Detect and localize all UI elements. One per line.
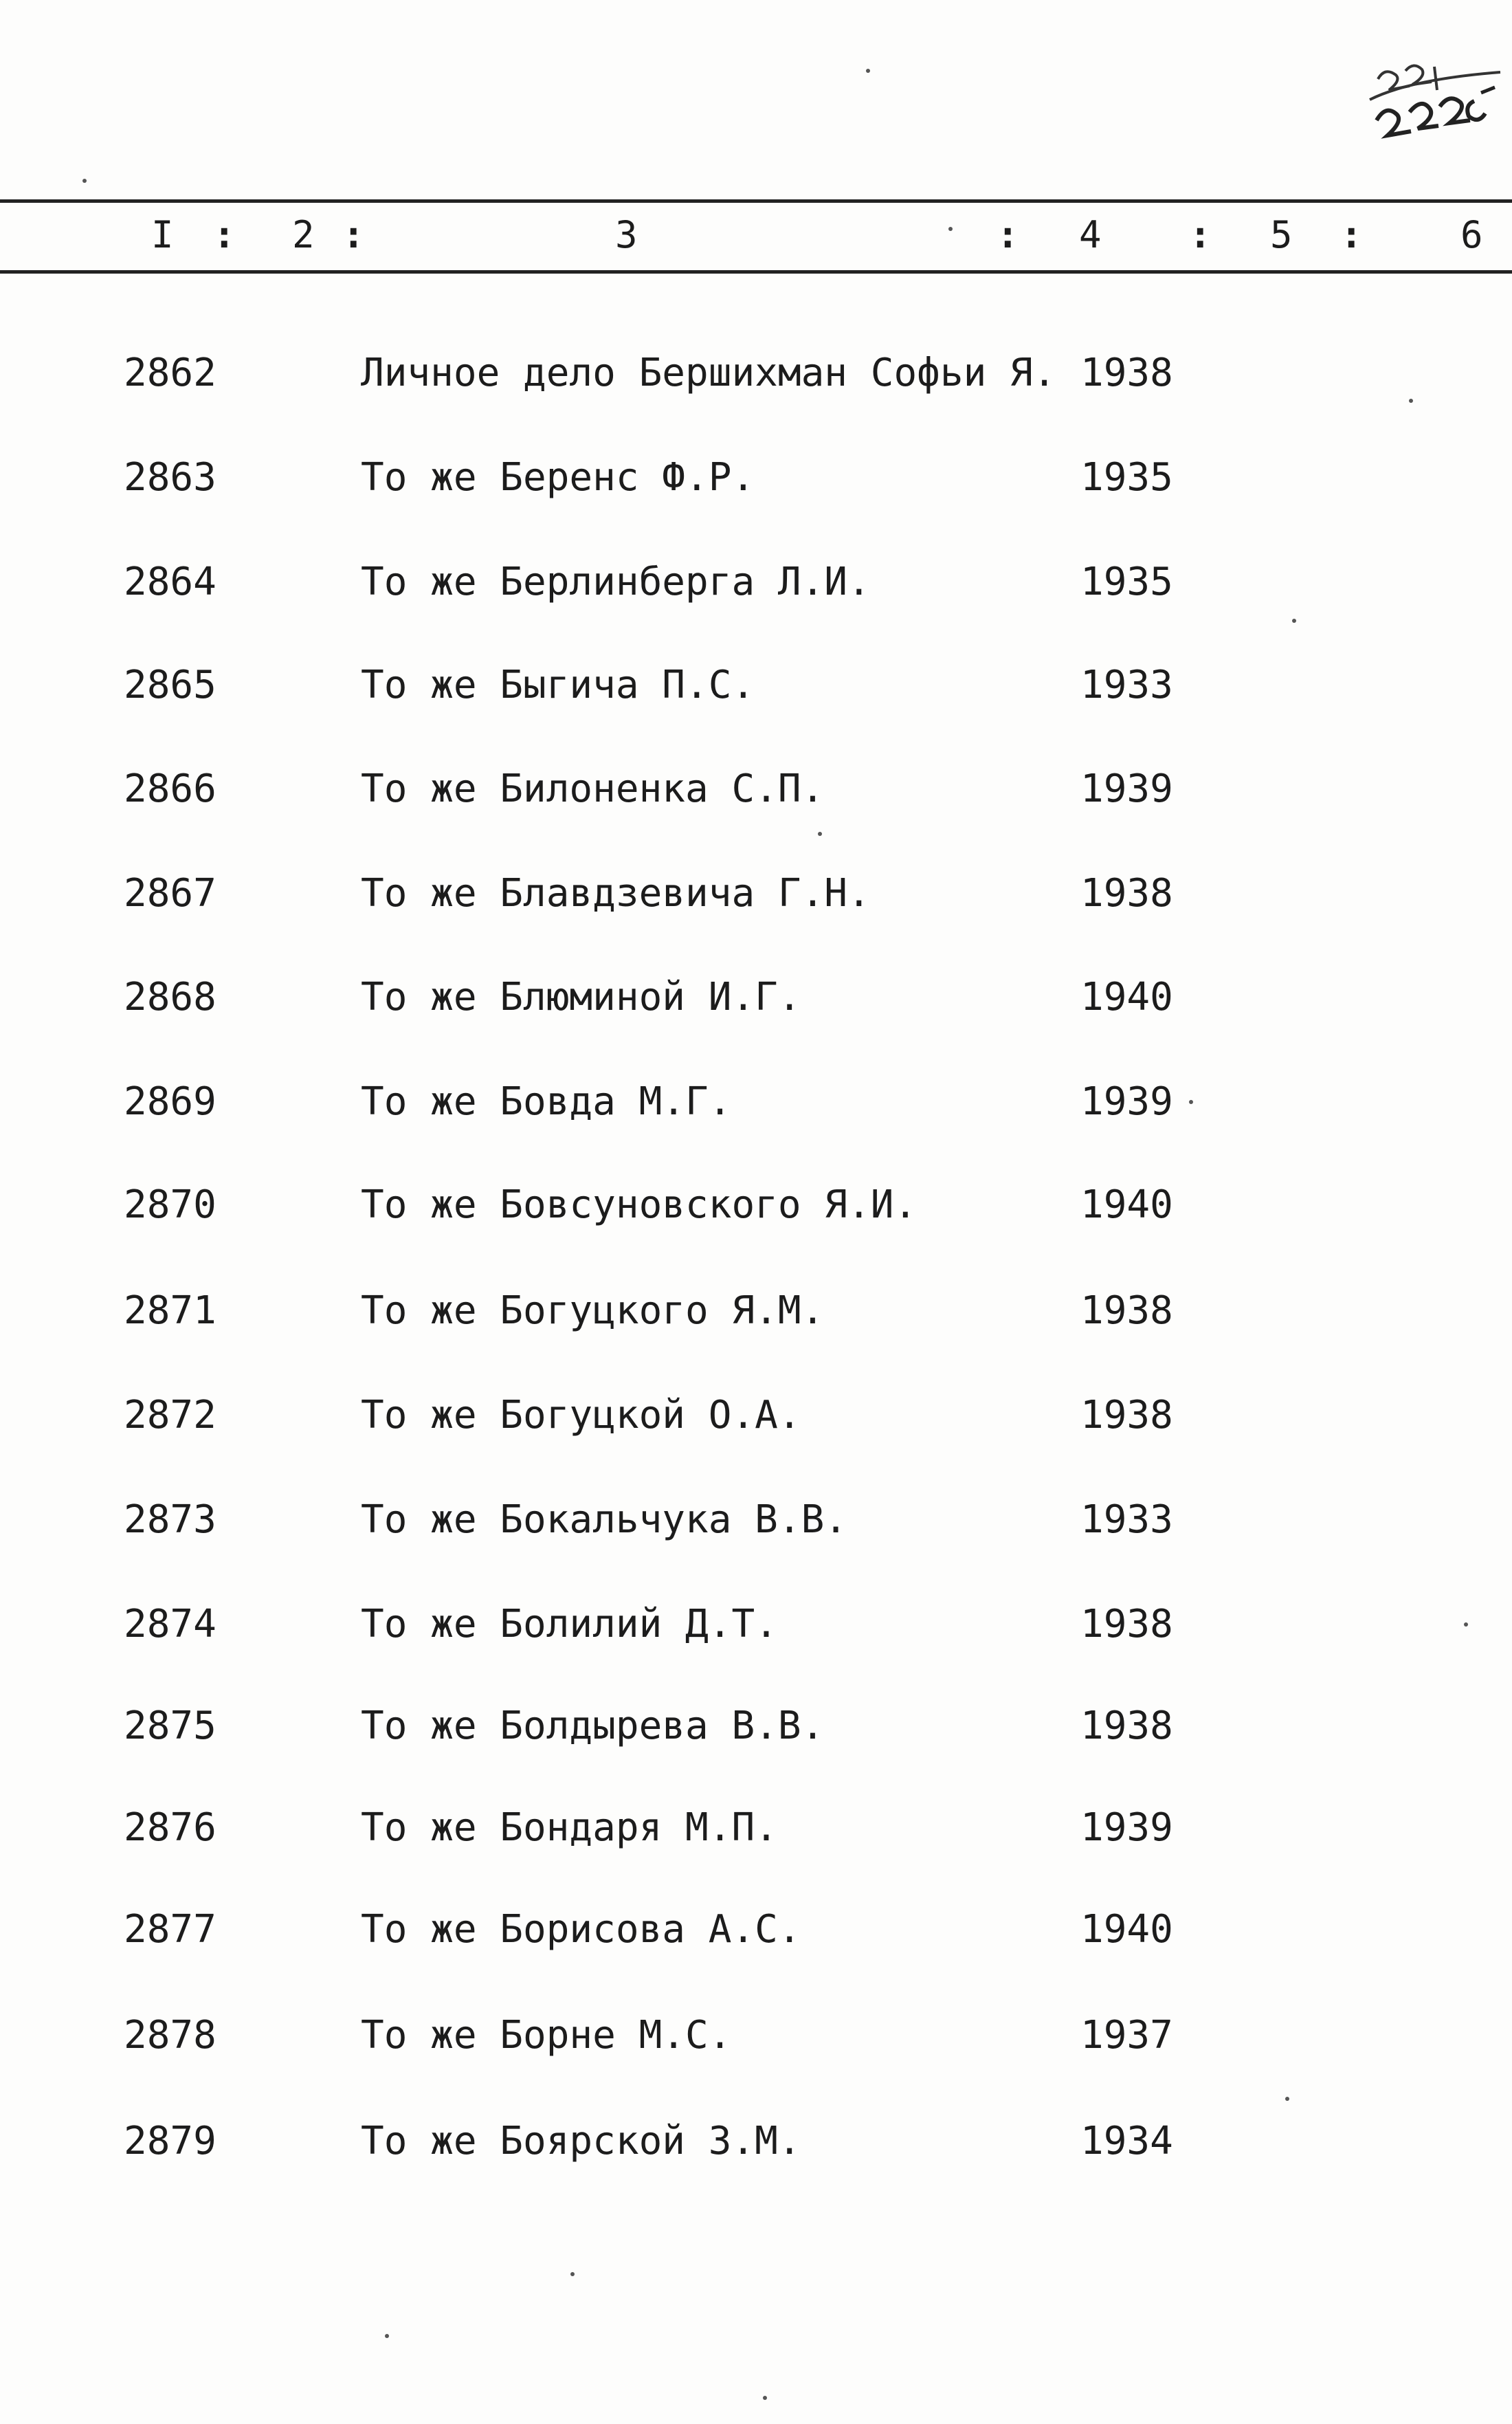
- case-year: 1938: [1080, 1288, 1173, 1333]
- list-item: [0, 351, 1512, 419]
- scan-speck: [82, 179, 87, 183]
- list-item: [0, 663, 1512, 731]
- case-title: То же Борне М.С.: [361, 2013, 732, 2058]
- case-number: 2871: [124, 1288, 216, 1333]
- case-title: То же Берлинберга Л.И.: [361, 560, 871, 604]
- list-item: [0, 1907, 1512, 1976]
- scan-speck: [385, 2334, 389, 2338]
- scan-speck: [1285, 2097, 1289, 2101]
- list-item: [0, 2013, 1512, 2082]
- header-top-rule: [0, 199, 1512, 203]
- scan-speck: [1292, 619, 1296, 623]
- case-title: То же Беренс Ф.Р.: [361, 455, 755, 500]
- case-number: 2874: [124, 1602, 216, 1646]
- case-number: 2862: [124, 351, 216, 395]
- case-year: 1940: [1080, 1907, 1173, 1952]
- case-number: 2875: [124, 1704, 216, 1748]
- case-year: 1938: [1080, 351, 1173, 395]
- case-title: То же Боярской З.М.: [361, 2119, 801, 2163]
- case-year: 1933: [1080, 1497, 1173, 1542]
- case-title: То же Быгича П.С.: [361, 663, 755, 707]
- case-title: То же Бовда М.Г.: [361, 1079, 732, 1124]
- case-title: То же Болдырева В.В.: [361, 1704, 825, 1748]
- list-item: [0, 871, 1512, 940]
- list-item: [0, 1805, 1512, 1874]
- case-number: 2876: [124, 1805, 216, 1850]
- case-number: 2868: [124, 975, 216, 1020]
- case-year: 1935: [1080, 560, 1173, 604]
- case-year: 1938: [1080, 1704, 1173, 1748]
- case-year: 1939: [1080, 1079, 1173, 1124]
- column-separator: :: [1340, 213, 1363, 256]
- scan-speck: [866, 69, 870, 73]
- scan-speck: [1189, 1100, 1193, 1104]
- column-separator: :: [1189, 213, 1212, 256]
- case-number: 2867: [124, 871, 216, 916]
- column-header-2: 2: [292, 213, 315, 256]
- case-title: То же Бокальчука В.В.: [361, 1497, 848, 1542]
- case-number: 2879: [124, 2119, 216, 2163]
- case-title: То же Билоненка С.П.: [361, 767, 825, 811]
- list-item: [0, 1182, 1512, 1251]
- header-bottom-rule: [0, 270, 1512, 274]
- column-header-6: 6: [1460, 213, 1483, 256]
- case-year: 1935: [1080, 455, 1173, 500]
- case-year: 1939: [1080, 767, 1173, 811]
- case-number: 2873: [124, 1497, 216, 1542]
- case-title: То же Борисова А.С.: [361, 1907, 801, 1952]
- column-header-row: [0, 206, 1512, 267]
- list-item: [0, 2119, 1512, 2188]
- case-year: 1938: [1080, 871, 1173, 916]
- list-item: [0, 560, 1512, 628]
- case-year: 1937: [1080, 2013, 1173, 2058]
- column-separator: :: [213, 213, 236, 256]
- case-title: То же Болилий Д.Т.: [361, 1602, 778, 1646]
- case-title: Личное дело Бершихман Софьи Я.: [361, 351, 1056, 395]
- list-item: [0, 455, 1512, 524]
- folio-number-handwritten: [1364, 58, 1502, 168]
- case-title: То же Богуцкого Я.М.: [361, 1288, 825, 1333]
- column-separator: :: [342, 213, 365, 256]
- case-year: 1940: [1080, 1182, 1173, 1227]
- scan-speck: [763, 2396, 767, 2400]
- scan-speck: [570, 2272, 575, 2276]
- column-header-1: I: [151, 213, 174, 256]
- list-item: [0, 1602, 1512, 1671]
- case-number: 2864: [124, 560, 216, 604]
- case-year: 1934: [1080, 2119, 1173, 2163]
- scan-speck: [948, 227, 953, 231]
- list-item: [0, 767, 1512, 835]
- case-number: 2863: [124, 455, 216, 500]
- case-number: 2865: [124, 663, 216, 707]
- case-title: То же Блюминой И.Г.: [361, 975, 801, 1020]
- list-item: [0, 1079, 1512, 1148]
- case-number: 2872: [124, 1393, 216, 1437]
- case-number: 2878: [124, 2013, 216, 2058]
- list-item: [0, 975, 1512, 1044]
- case-title: То же Богуцкой О.А.: [361, 1393, 801, 1437]
- case-title: То же Бовсуновского Я.И.: [361, 1182, 918, 1227]
- list-item: [0, 1497, 1512, 1566]
- folio-handwriting-icon: [1364, 58, 1502, 168]
- case-number: 2877: [124, 1907, 216, 1952]
- list-item: [0, 1288, 1512, 1357]
- case-title: То же Бондаря М.П.: [361, 1805, 778, 1850]
- scan-speck: [1464, 1622, 1468, 1627]
- list-item: [0, 1393, 1512, 1462]
- case-year: 1933: [1080, 663, 1173, 707]
- case-number: 2866: [124, 767, 216, 811]
- case-title: То же Блавдзевича Г.Н.: [361, 871, 871, 916]
- case-number: 2869: [124, 1079, 216, 1124]
- column-separator: :: [997, 213, 1019, 256]
- case-year: 1939: [1080, 1805, 1173, 1850]
- list-item: [0, 1704, 1512, 1772]
- column-header-5: 5: [1270, 213, 1293, 256]
- scan-speck: [1409, 399, 1413, 403]
- column-header-3: 3: [615, 213, 638, 256]
- case-number: 2870: [124, 1182, 216, 1227]
- case-year: 1938: [1080, 1393, 1173, 1437]
- case-year: 1940: [1080, 975, 1173, 1020]
- column-header-4: 4: [1079, 213, 1102, 256]
- scan-speck: [818, 832, 822, 836]
- case-year: 1938: [1080, 1602, 1173, 1646]
